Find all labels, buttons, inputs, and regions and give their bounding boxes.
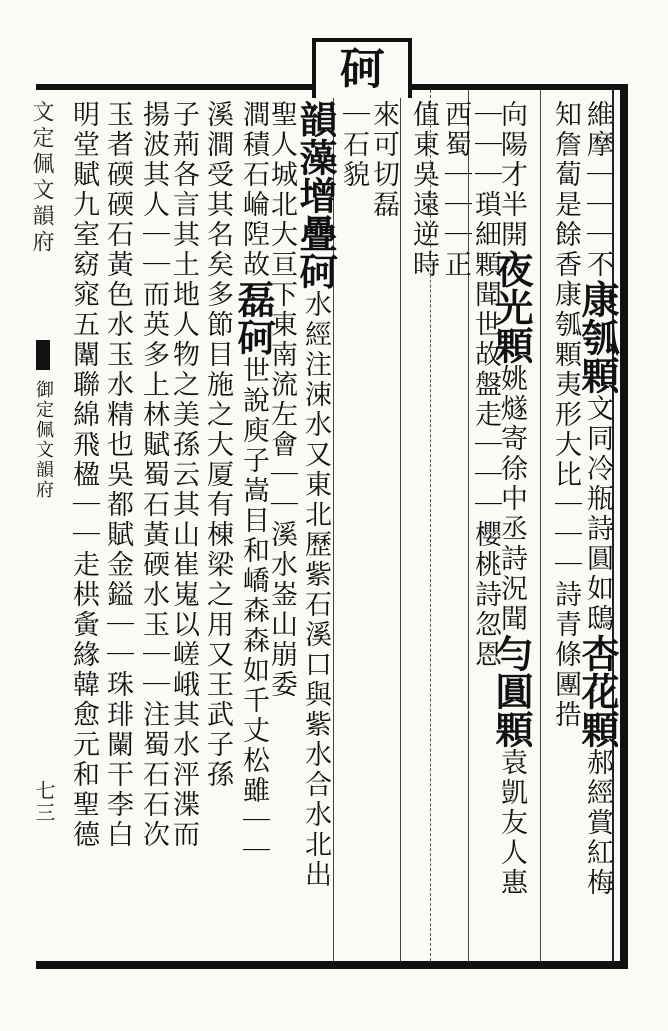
entry-term: 康瓠顆 [575, 280, 620, 394]
text-column [552, 100, 579, 955]
entry-term: 韻藻 [293, 100, 338, 176]
text-column [370, 100, 397, 955]
bottom-border-rule [36, 961, 628, 969]
entry-term: 杏花顆 [575, 634, 620, 748]
text-column [442, 100, 469, 955]
entry-term: 勻圓顆 [489, 634, 534, 748]
page-number: 七三 [32, 780, 56, 824]
entry-text: 康瓠顆 [550, 280, 581, 370]
entry-term: 磊砢 [231, 280, 276, 356]
entry-text: 值東吳遠逆時 [408, 100, 439, 280]
entry-text: 溪澗受其名矣 [202, 100, 233, 280]
entry-text: 西蜀｜｜｜正 [440, 100, 471, 280]
entry-text: 顆聞世故盤走｜｜｜ [470, 250, 501, 520]
entry-text: 玉者碝碝石黃色水玉水精也吳都賦金鎰｜｜珠琲闌干李白 [102, 100, 133, 850]
entry-text: 來可切磊 [368, 100, 399, 220]
entry-term: 夜光顆 [489, 250, 534, 364]
entry-text: ｜石貌 [338, 100, 369, 190]
entry-text: ｜｜｜瑣細 [470, 100, 501, 250]
column-divider [400, 90, 401, 961]
margin-book-title: 御定佩文韻府 [33, 380, 54, 500]
text-column [575, 100, 620, 955]
entry-text: 揚波其人｜｜而英多上林賦蜀石黃碝水玉｜｜注蜀石石次 [138, 100, 169, 850]
entry-text: 水經注涑水又東北歷紫石溪口與紫水合水北出 [300, 290, 331, 890]
entry-text: 姚燧寄徐中丞詩況聞 [496, 364, 527, 634]
fish-tail-mark [36, 340, 50, 370]
entry-text: 澗積石崘隉故 [238, 100, 269, 280]
entry-text: 多節目施之大厦有棟梁之用又王武子孫 [202, 280, 233, 790]
entry-text: 聖人城北大亘下東南流左會｜｜溪水崟山崩委 [266, 100, 297, 700]
text-column [140, 100, 167, 955]
text-column [340, 100, 367, 955]
entry-term: 增 [293, 176, 338, 214]
text-column [231, 100, 276, 955]
text-column [70, 100, 97, 955]
headword-box [312, 38, 412, 98]
column-divider [540, 90, 541, 961]
entry-text: 知詹蔔是餘香 [550, 100, 581, 280]
entry-text: 袁凱友人惠 [496, 748, 527, 898]
entry-text: 櫻桃詩忽恩 [470, 520, 501, 670]
entry-text: 維摩｜｜｜ [582, 100, 613, 250]
entry-text: 文同冷瓶詩圓如鴟 [582, 394, 613, 634]
entry-text: 夷形大比｜｜｜ [550, 370, 581, 580]
headword: 砢 [340, 44, 384, 95]
text-column [204, 100, 231, 955]
entry-term: 疊砢 [293, 214, 338, 290]
entry-text: 詩青條團捁 [550, 580, 581, 730]
entry-text: 向陽才半開 [496, 100, 527, 250]
entry-text: 世說庾子嵩目和嶠森森如千丈松雖｜｜ [238, 356, 269, 866]
text-column [472, 100, 499, 955]
text-column [268, 100, 295, 955]
entry-text: 明堂賦九室窈窕五闈聯綿飛楹｜｜走栱夤緣韓愈元和聖德 [68, 100, 99, 850]
text-column [104, 100, 131, 955]
text-column [293, 100, 338, 955]
text-column [410, 100, 437, 955]
text-column [170, 100, 197, 955]
entry-text: 不 [582, 250, 613, 280]
entry-text: 子荊各言其土地人物之美孫云其山崔嵬以嵯峨其水泙渫而 [168, 100, 199, 850]
margin-title: 文定佩文韻府 [29, 100, 54, 256]
right-border-rule [620, 84, 628, 969]
entry-text: 郝經賞紅梅 [582, 748, 613, 898]
